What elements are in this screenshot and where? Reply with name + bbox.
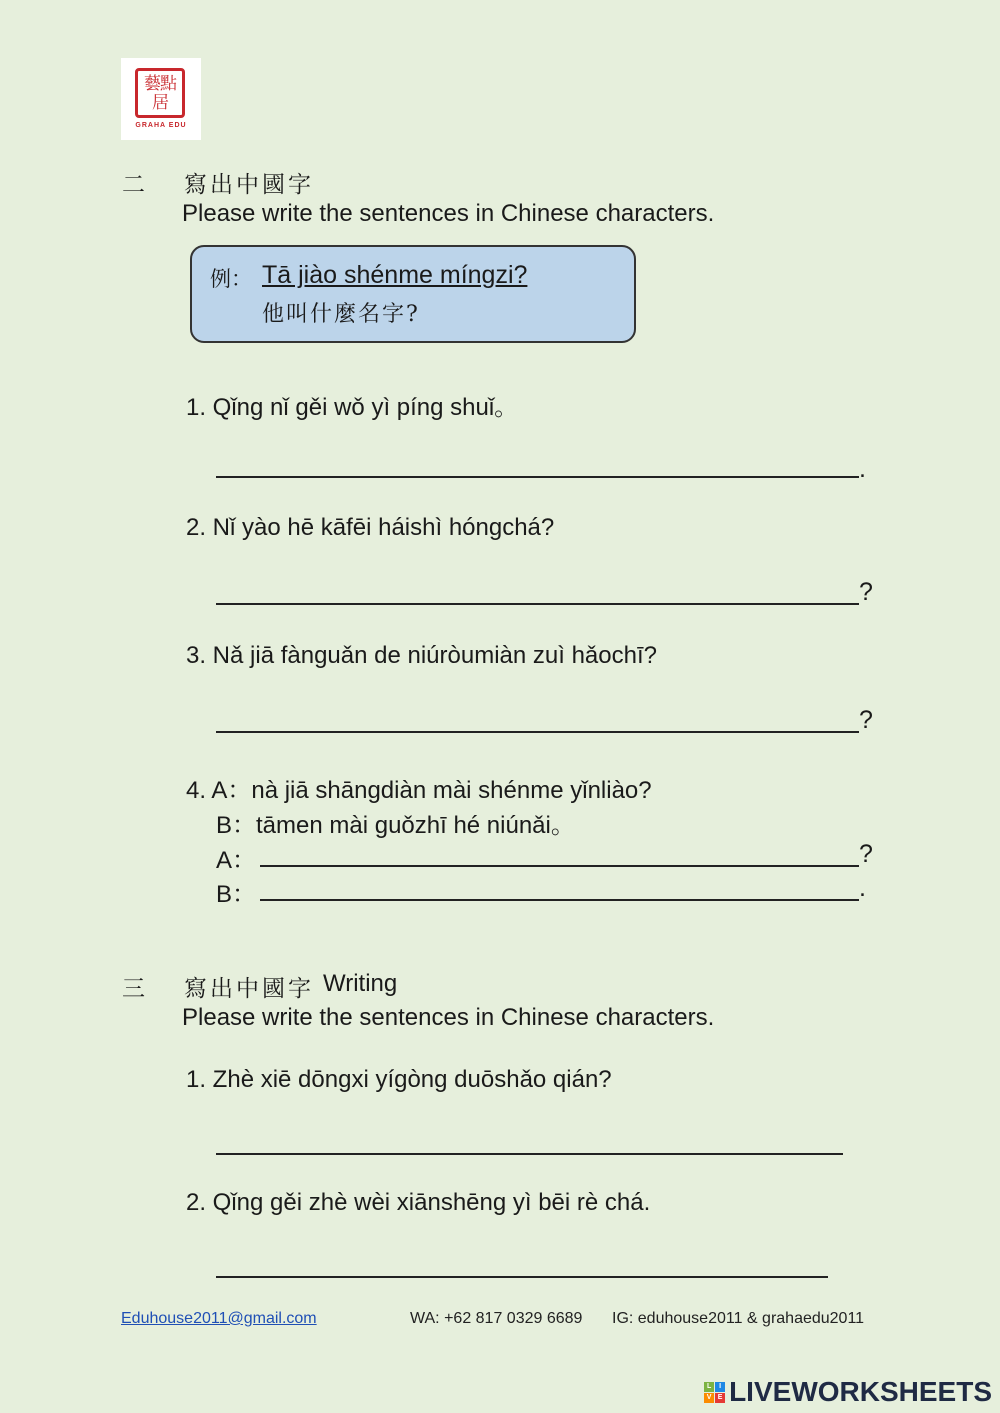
answer-line[interactable] xyxy=(216,476,859,478)
example-pinyin: Tā jiào shénme míngzi? xyxy=(262,261,528,289)
answer-end-mark: ? xyxy=(859,840,873,868)
logo-caption: GRAHA EDU xyxy=(135,122,187,129)
answer-end-mark: . xyxy=(859,455,866,483)
seal-mark xyxy=(135,68,185,118)
logo xyxy=(121,58,201,140)
section2-number: 二 xyxy=(122,172,145,198)
liveworksheets-icon xyxy=(704,1382,725,1403)
liveworksheets-watermark xyxy=(704,1376,992,1408)
section3-number: 三 xyxy=(122,976,145,1002)
footer-ig: IG: eduhouse2011 & grahaedu2011 xyxy=(612,1310,865,1327)
answer-line-b[interactable] xyxy=(260,899,859,901)
question-prompt: 3. Nǎ jiā fànguǎn de niúròumiàn zuì hǎochī? xyxy=(186,642,657,669)
answer-line-a[interactable] xyxy=(260,865,859,867)
answer-line[interactable] xyxy=(216,1276,828,1278)
section3-title: 寫出中國字 xyxy=(184,976,314,1002)
answer-line[interactable] xyxy=(216,603,859,605)
section2-title: 寫出中國字 xyxy=(184,172,314,198)
lw-icon-l: L xyxy=(704,1382,714,1392)
question-prompt: 4. A：nà jiā shāngdiàn mài shénme yǐnliào? xyxy=(186,777,652,804)
answer-end-mark: ? xyxy=(859,706,873,734)
answer-a-label: A： xyxy=(216,847,257,874)
answer-b-label: B： xyxy=(216,881,257,908)
question-prompt: 2. Qǐng gěi zhè wèi xiānshēng yì bēi rè chá. xyxy=(186,1189,651,1216)
footer-wa: WA: +62 817 0329 6689 xyxy=(410,1310,583,1327)
lw-icon-i: I xyxy=(715,1382,725,1392)
section2-instruction: Please write the sentences in Chinese characters. xyxy=(182,200,715,227)
dialogue-line-b: B：tāmen mài guǒzhī hé niúnǎi。 xyxy=(216,812,575,839)
liveworksheets-text: LIVEWORKSHEETS xyxy=(729,1376,992,1407)
lw-icon-v: V xyxy=(704,1393,714,1403)
question-prompt: 1. Zhè xiē dōngxi yígòng duōshǎo qián? xyxy=(186,1066,612,1093)
example-chinese: 他叫什麼名字? xyxy=(262,302,420,327)
question-prompt: 2. Nǐ yào hē kāfēi háishì hóngchá? xyxy=(186,514,555,541)
answer-end-mark: . xyxy=(859,874,866,902)
answer-line[interactable] xyxy=(216,731,859,733)
answer-line[interactable] xyxy=(216,1153,843,1155)
section3-title-en: Writing xyxy=(323,970,398,997)
question-prompt: 1. Qǐng nǐ gěi wǒ yì píng shuǐ。 xyxy=(186,394,519,421)
example-box xyxy=(190,245,636,343)
lw-icon-e: E xyxy=(715,1393,725,1403)
section3-instruction: Please write the sentences in Chinese characters. xyxy=(182,1004,715,1031)
answer-end-mark: ? xyxy=(859,578,873,606)
seal-glyph: 藝點居 xyxy=(144,74,176,113)
footer-email-link[interactable]: Eduhouse2011@gmail.com xyxy=(121,1310,317,1327)
example-label: 例： xyxy=(210,267,252,291)
